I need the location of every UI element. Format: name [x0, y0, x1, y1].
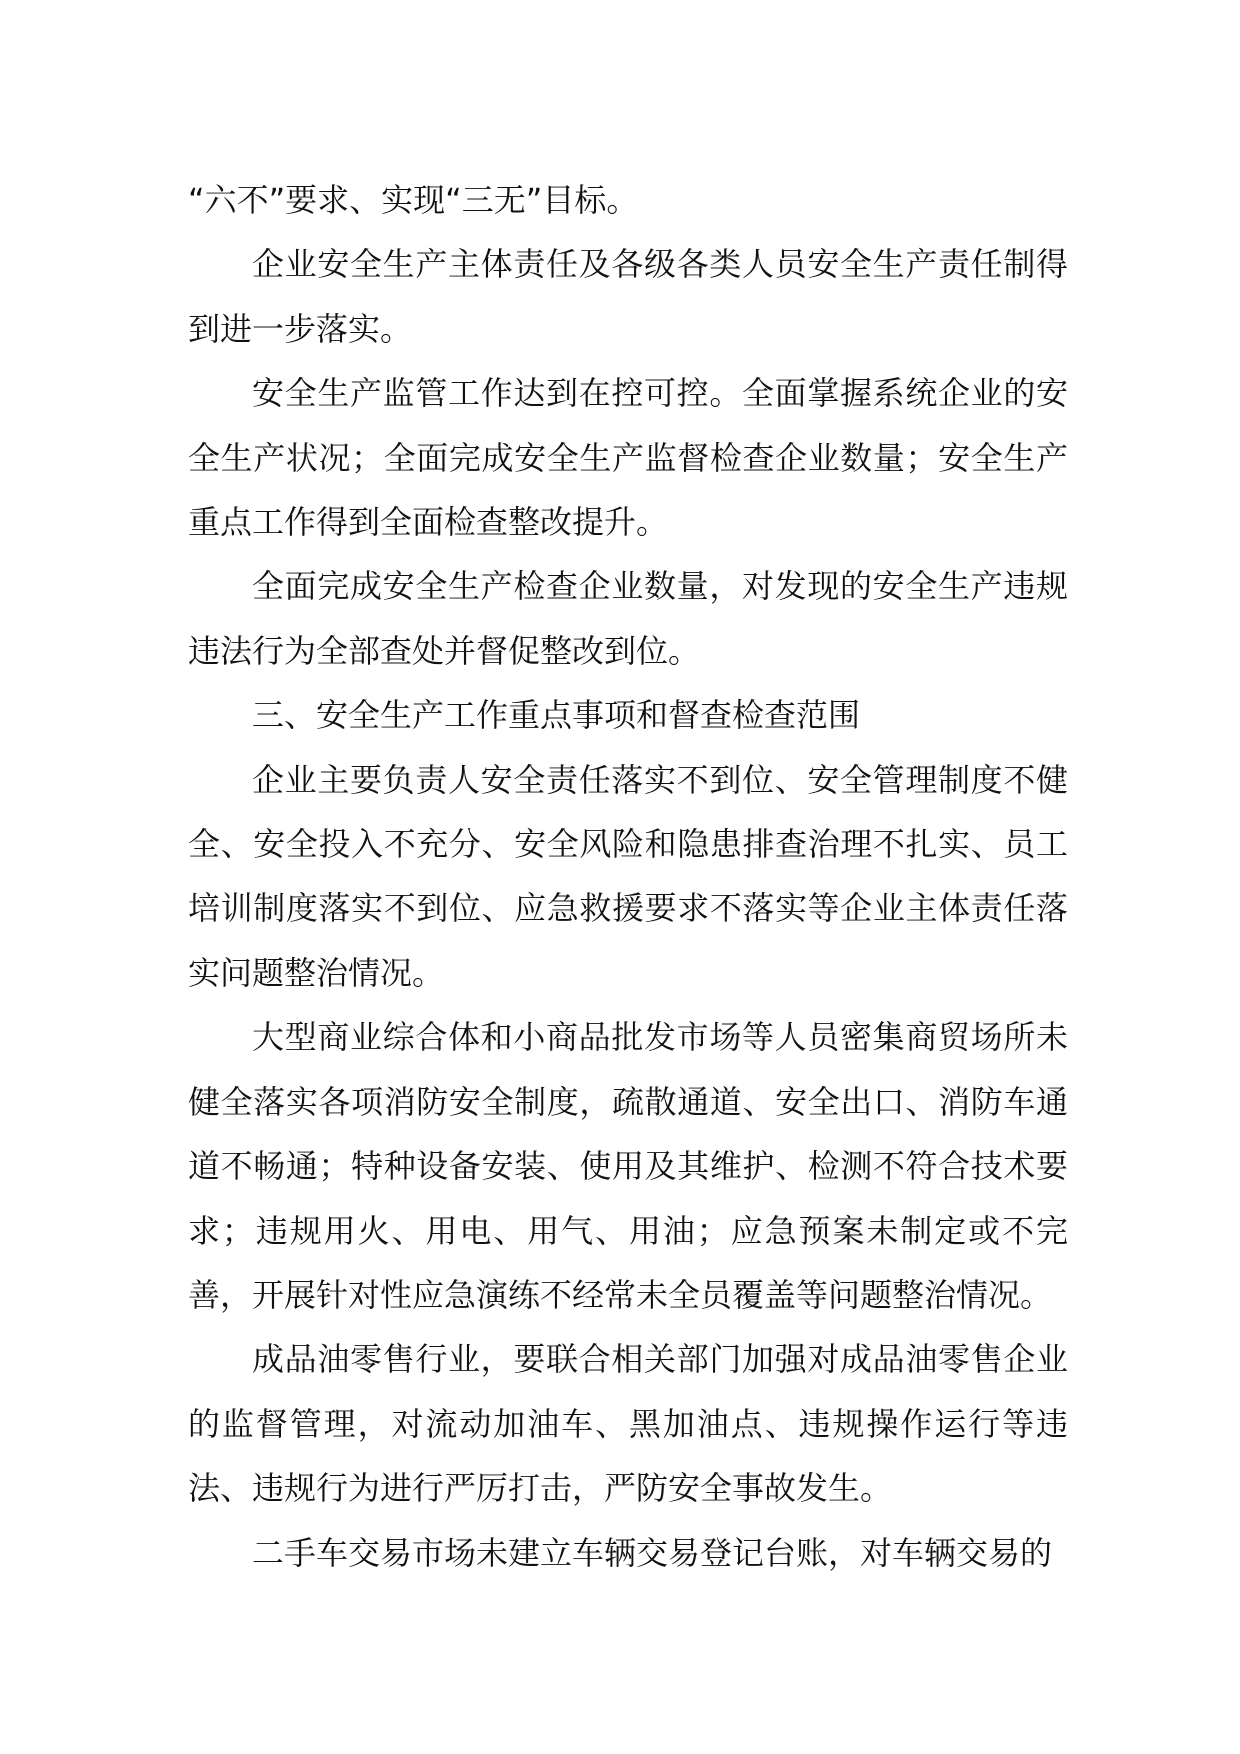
paragraph-inspection: 全面完成安全生产检查企业数量，对发现的安全生产违规违法行为全部查处并督促整改到位。 [188, 567, 1068, 670]
document-body [188, 168, 1068, 1585]
paragraph-supervision: 安全生产监管工作达到在控可控。全面掌握系统企业的安全生产状况；全面完成安全生产监督检查企业数量；安全生产重点工作得到全面检查整改提升。 [188, 374, 1068, 542]
paragraph-responsibility: 企业安全生产主体责任及各级各类人员安全生产责任制得到进一步落实。 [188, 245, 1068, 348]
paragraph-fuel-retail: 成品油零售行业，要联合相关部门加强对成品油零售企业的监督管理，对流动加油车、黑加油点、违规操作运行等违法、违规行为进行严厉打击，严防安全事故发生。 [188, 1340, 1068, 1508]
paragraph-continuation: “六不”要求、实现“三无”目标。 [188, 181, 639, 219]
paragraph-used-car: 二手车交易市场未建立车辆交易登记台账，对车辆交易的 [252, 1533, 1053, 1572]
paragraph-commercial: 大型商业综合体和小商品批发市场等人员密集商贸场所未健全落实各项消防安全制度，疏散通道、安全出口、消防车通道不畅通；特种设备安装、使用及其维护、检测不符合技术要求；违规用火、用电、用气、用油；应急预案未制定或不完善，开展针对性应急演练不经常未全员覆盖等问题整治情况。 [188, 1018, 1068, 1314]
section-heading: 三、安全生产工作重点事项和督查检查范围 [252, 696, 861, 735]
paragraph-enterprise: 企业主要负责人安全责任落实不到位、安全管理制度不健全、安全投入不充分、安全风险和隐患排查治理不扎实、员工培训制度落实不到位、应急救援要求不落实等企业主体责任落实问题整治情况。 [188, 760, 1068, 992]
